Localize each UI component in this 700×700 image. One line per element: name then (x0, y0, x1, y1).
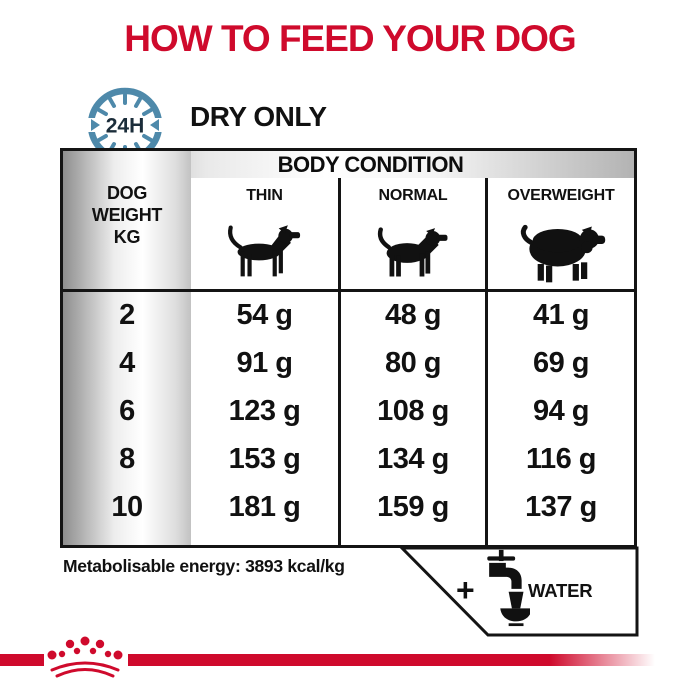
thin-dog-icon (219, 223, 311, 284)
weight-value: 4 (119, 347, 135, 380)
weight-value: 8 (119, 442, 135, 475)
normal-dog-icon (369, 225, 457, 284)
body-condition-header: BODY CONDITION (277, 152, 464, 177)
column-header-thin (191, 178, 338, 289)
table-row (63, 435, 634, 483)
overweight-amount: 69 g (532, 347, 590, 380)
table-row (63, 340, 634, 388)
brand-bar-left (0, 654, 44, 666)
column-header-normal (341, 178, 485, 289)
thin-amount: 153 g (228, 442, 301, 475)
thin-amount: 54 g (236, 299, 293, 332)
normal-amount: 48 g (384, 299, 442, 332)
overweight-label: OVERWEIGHT (507, 187, 615, 204)
clock-24h-label: 24H (105, 114, 145, 138)
normal-amount: 159 g (377, 490, 449, 523)
thin-amount: 123 g (228, 394, 301, 427)
overweight-amount: 116 g (525, 442, 597, 475)
column-header-overweight (488, 178, 634, 289)
brand-bar-right (128, 654, 655, 666)
feeding-rows (63, 292, 634, 531)
weight-header-line: KG (113, 227, 141, 247)
weight-column-header (63, 182, 191, 248)
overweight-dog-icon (511, 214, 611, 284)
normal-amount: 80 g (384, 347, 442, 380)
page-title: HOW TO FEED YOUR DOG (124, 18, 576, 59)
weight-value: 2 (119, 299, 135, 332)
feeding-table (60, 148, 637, 548)
normal-label: NORMAL (378, 187, 448, 204)
weight-value: 6 (119, 394, 135, 427)
weight-header-line: WEIGHT (91, 205, 163, 225)
plus-icon: + (456, 572, 475, 608)
weight-header-line: DOG (106, 183, 148, 203)
overweight-amount: 41 g (532, 299, 590, 332)
table-row (63, 388, 634, 436)
normal-amount: 108 g (377, 394, 449, 427)
metabolisable-energy-note: Metabolisable energy: 3893 kcal/kg (63, 556, 345, 576)
water-label: WATER (528, 580, 593, 601)
thin-amount: 91 g (236, 347, 293, 380)
weight-value: 10 (111, 490, 143, 523)
dry-only-label: DRY ONLY (190, 101, 327, 132)
royal-canin-crown-logo (44, 630, 130, 680)
water-tap-icon (478, 549, 530, 627)
normal-amount: 134 g (377, 442, 449, 475)
water-callout (399, 545, 640, 640)
overweight-amount: 137 g (525, 490, 597, 523)
thin-label: THIN (246, 187, 283, 204)
thin-amount: 181 g (228, 490, 301, 523)
table-row (63, 483, 634, 531)
overweight-amount: 94 g (532, 394, 590, 427)
table-row (63, 292, 634, 340)
